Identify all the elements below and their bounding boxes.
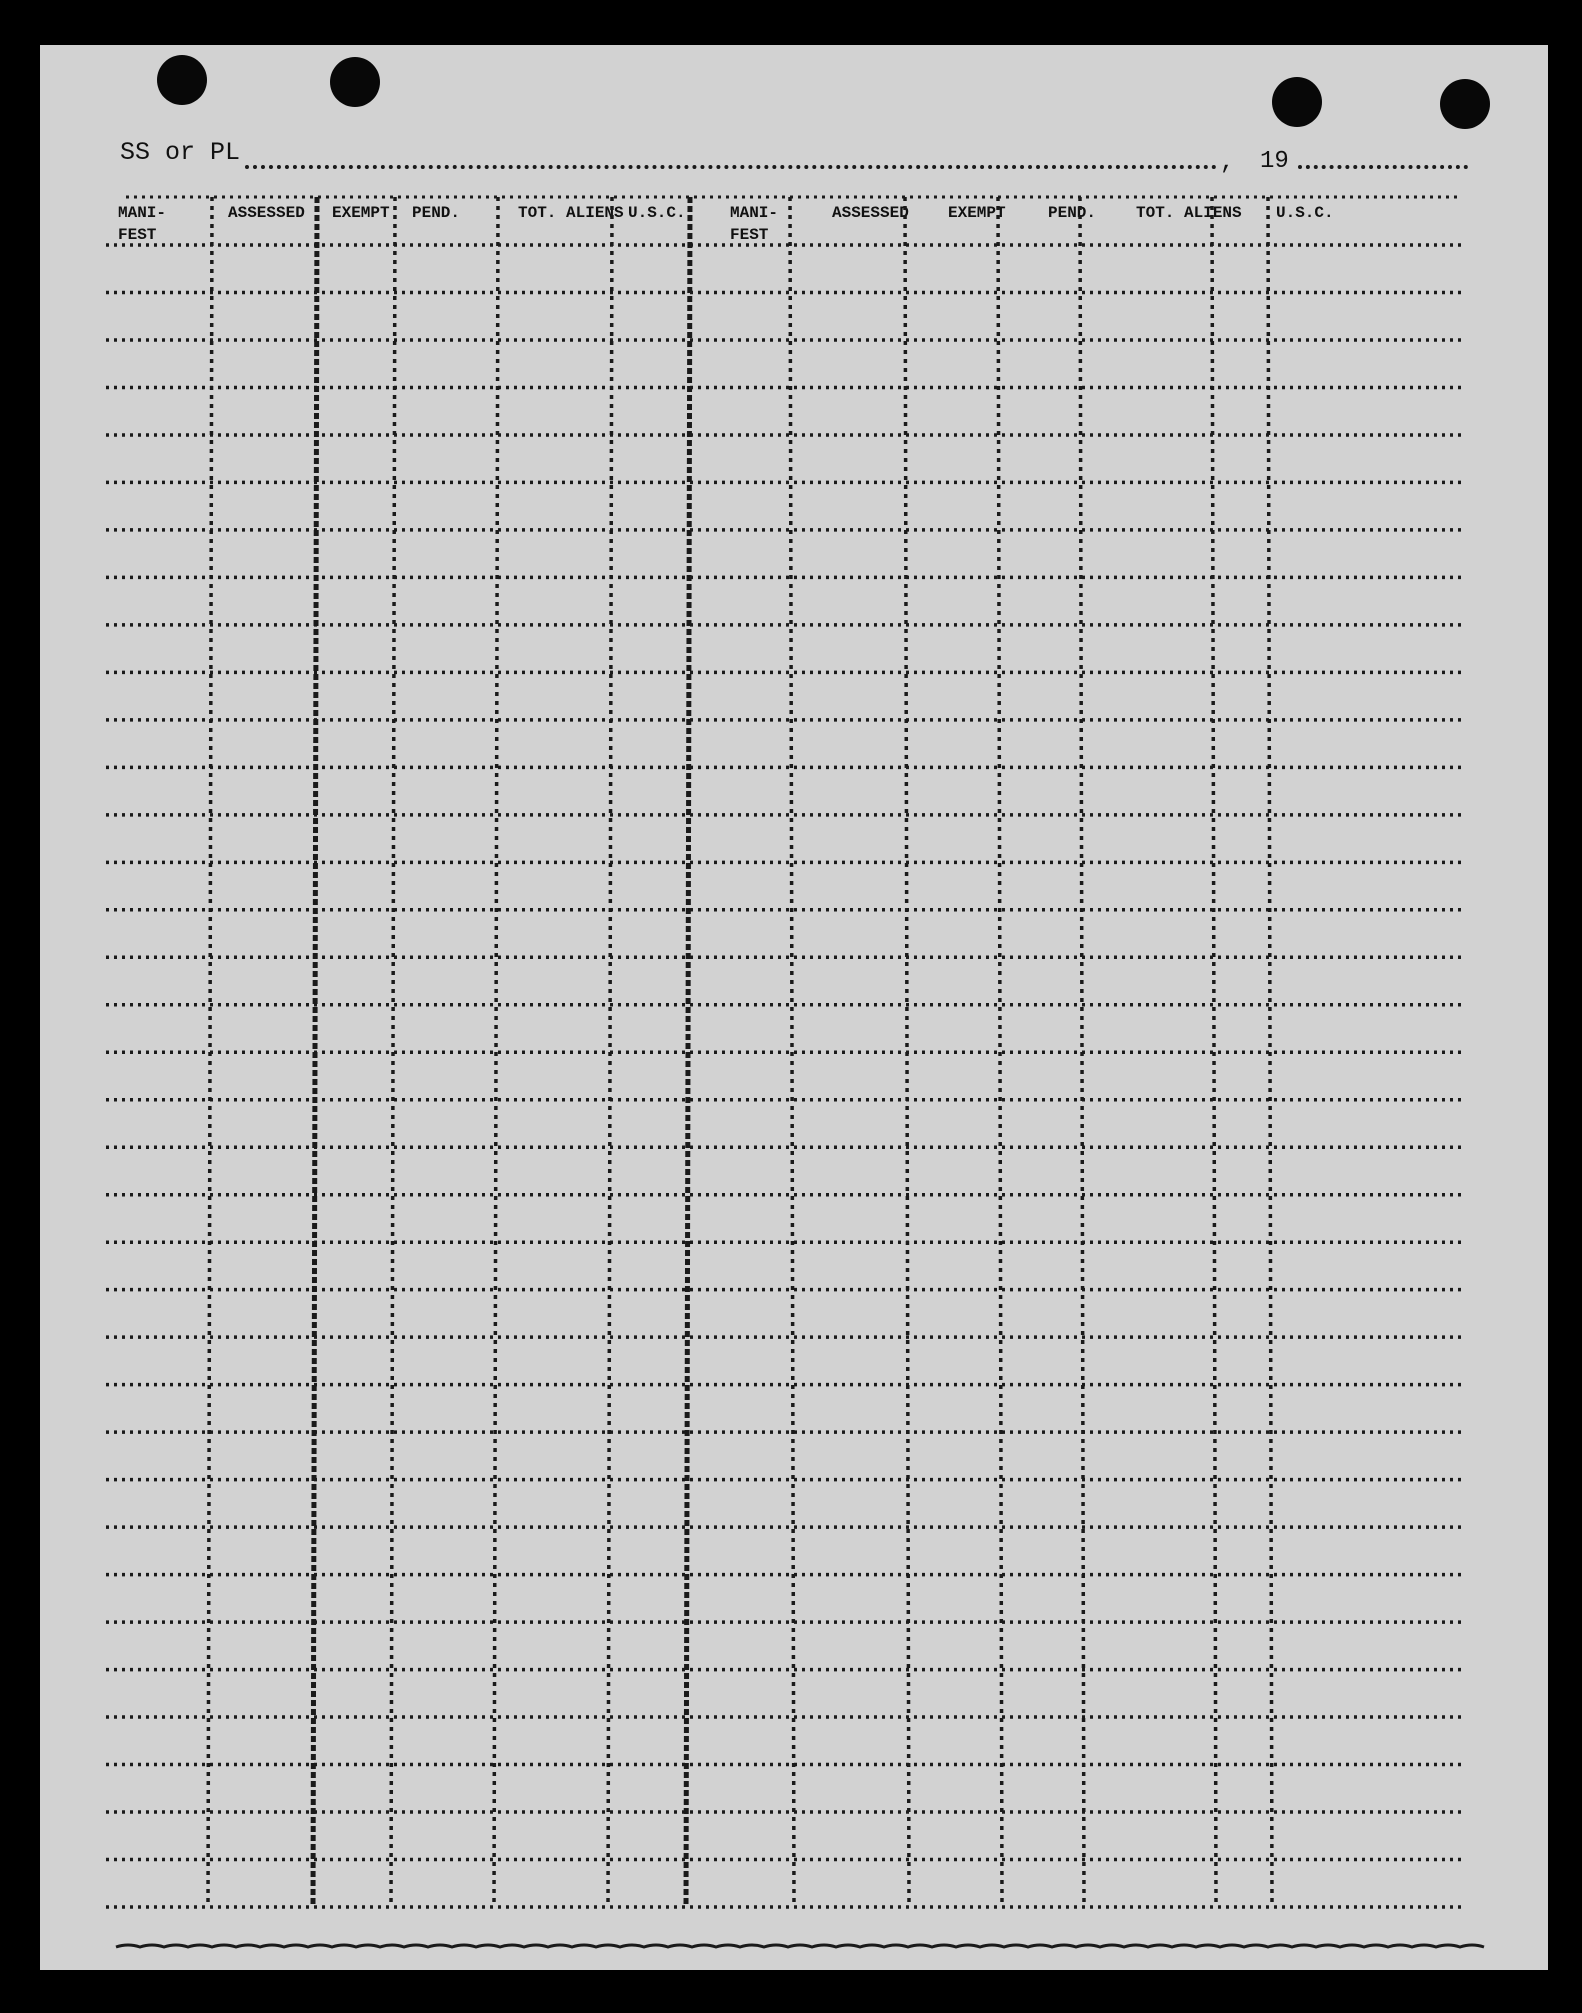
form-sheet xyxy=(40,45,1548,1970)
year-label: 19 xyxy=(1260,148,1289,175)
ledger-grid xyxy=(40,45,1548,1970)
col-header-exempt-2: EXEMPT xyxy=(948,204,1006,222)
column-rule xyxy=(686,197,690,1907)
column-rule xyxy=(998,197,1002,1907)
bottom-edge-line xyxy=(116,1945,1484,1947)
col-header-pend: PEND. xyxy=(412,204,461,222)
col-header-usc: U.S.C. xyxy=(628,204,686,222)
vessel-label: SS or PL xyxy=(120,138,241,167)
col-header-exempt: EXEMPT xyxy=(332,204,390,222)
date-separator: , xyxy=(1220,149,1235,176)
column-rule xyxy=(905,197,909,1907)
col-header-tot-aliens: TOT. ALIENS xyxy=(518,204,624,222)
col-header-assessed: ASSESSED xyxy=(228,204,305,222)
col-header-manifest: MANI- FEST xyxy=(118,204,167,244)
column-rule xyxy=(494,197,498,1907)
col-header-assessed-2: ASSESSED xyxy=(832,204,909,222)
column-rule xyxy=(1080,197,1084,1907)
col-header-manifest-2: MANI- FEST xyxy=(730,204,779,244)
col-header-tot-aliens-2: TOT. ALIENS xyxy=(1136,204,1242,222)
column-rule xyxy=(790,197,794,1907)
col-header-pend-2: PEND. xyxy=(1048,204,1097,222)
col-header-usc-2: U.S.C. xyxy=(1276,204,1334,222)
